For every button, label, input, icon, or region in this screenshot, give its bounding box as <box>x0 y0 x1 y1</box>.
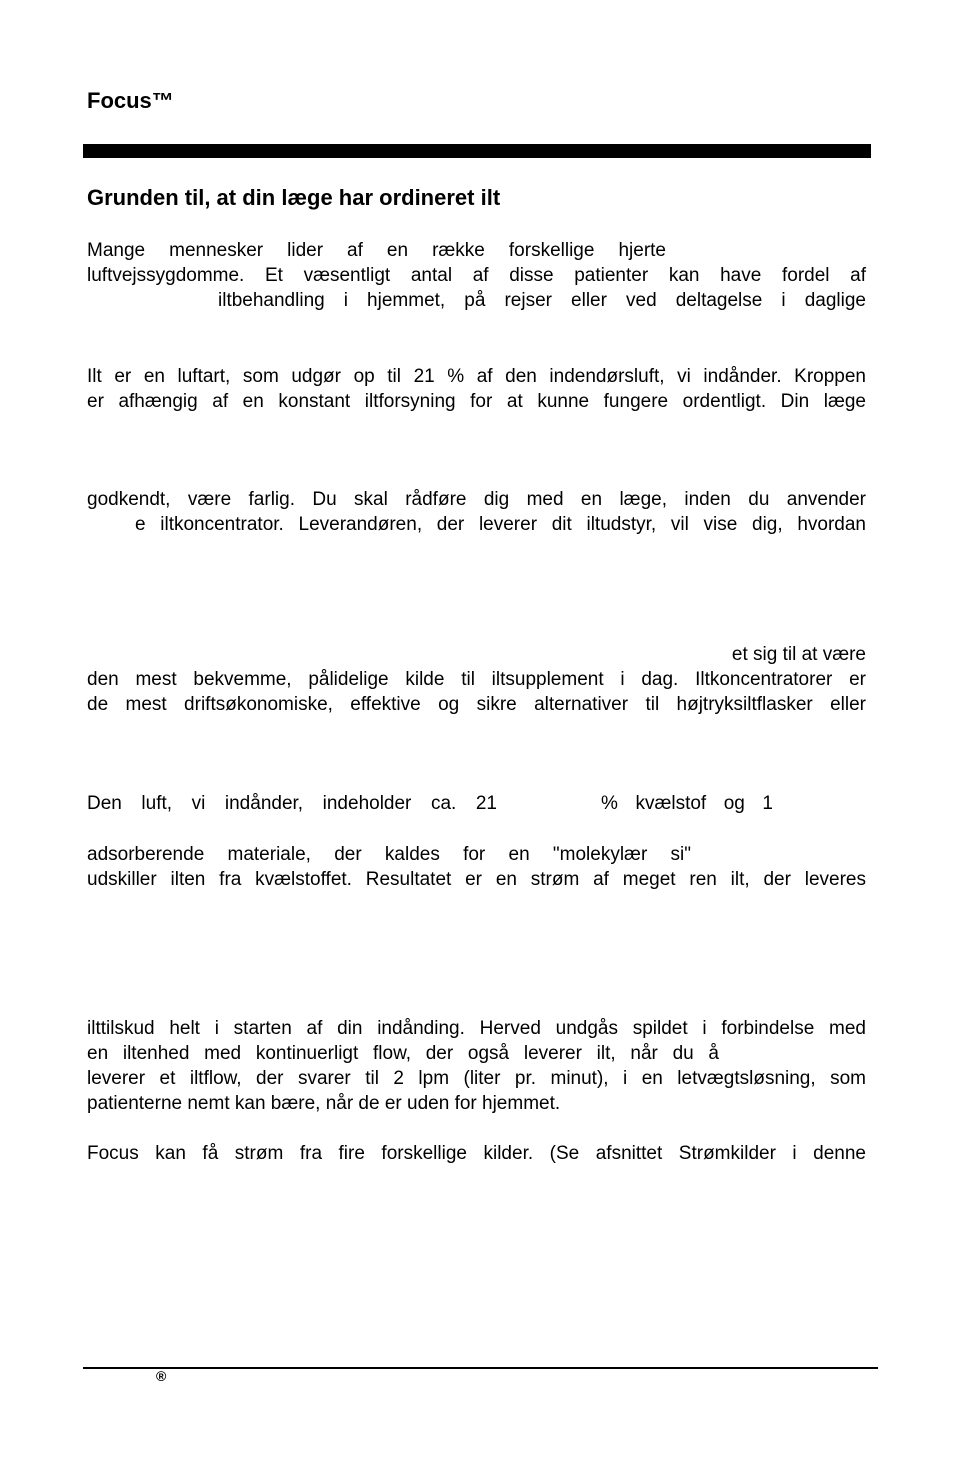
text-line: er afhængig af en konstant iltforsyning for at kunne fungere ordentligt. Din læge <box>87 391 866 412</box>
text-line: Ilt er en luftart, som udgør op til 21 % af den indendørsluft, vi indånder. Kroppen <box>87 366 866 387</box>
text-line: patienterne nemt kan bære, når de er uden for hjemmet. <box>87 1093 561 1114</box>
text-line: e iltkoncentrator. Leverandøren, der leverer dit iltudstyr, vil vise dig, hvordan <box>135 514 866 535</box>
text-line: en iltenhed med kontinuerligt flow, der også leverer ilt, når du å <box>87 1043 719 1064</box>
text-line: Focus kan få strøm fra fire forskellige kilder. (Se afsnittet Strømkilder i denne <box>87 1143 866 1164</box>
header-divider <box>83 144 871 158</box>
text-line: adsorberende materiale, der kaldes for en "molekylær si" <box>87 844 691 865</box>
text-line: godkendt, være farlig. Du skal rådføre dig med en læge, inden du anvender <box>87 489 866 510</box>
page-header-title: Focus™ <box>87 88 174 113</box>
text-line: Den luft, vi indånder, indeholder ca. 21 <box>87 793 497 814</box>
footer-divider <box>83 1367 878 1369</box>
text-line: udskiller ilten fra kvælstoffet. Resultatet er en strøm af meget ren ilt, der leveres <box>87 869 866 890</box>
text-line: de mest driftsøkonomiske, effektive og sikre alternativer til højtryksiltflasker eller <box>87 694 866 715</box>
text-line: Mange mennesker lider af en række forskellige hjerte <box>87 240 666 261</box>
section-title: Grunden til, at din læge har ordineret ilt <box>87 185 501 210</box>
text-line: iltbehandling i hjemmet, på rejser eller ved deltagelse i daglige <box>218 290 866 311</box>
text-line: luftvejssygdomme. Et væsentligt antal af disse patienter kan have fordel af <box>87 265 866 286</box>
text-line: % kvælstof og 1 <box>601 793 773 814</box>
text-line: den mest bekvemme, pålidelige kilde til iltsupplement i dag. Iltkoncentratorer er <box>87 669 866 690</box>
registered-mark: ® <box>156 1368 167 1384</box>
text-line: ilttilskud helt i starten af din indånding. Herved undgås spildet i forbindelse med <box>87 1018 866 1039</box>
text-line: leverer et iltflow, der svarer til 2 lpm (liter pr. minut), i en letvægtsløsning, som <box>87 1068 866 1089</box>
text-line: et sig til at være <box>731 644 866 665</box>
